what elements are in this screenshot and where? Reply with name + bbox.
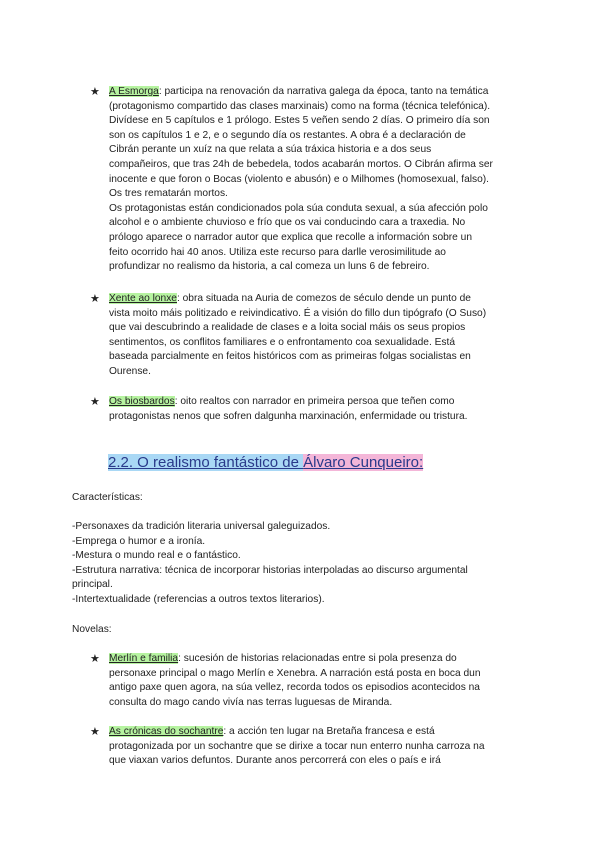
- list-item-os-biosbardos: ★ Os biosbardos: oito realtos con narrador en primeira persoa que teñen como protagonistas nenos que sofren dalgunha marxinación, enfermidade ou tristura.: [90, 396, 468, 422]
- star-bullet-icon: ★: [90, 726, 100, 738]
- work-title: Xente ao lonxe: [109, 293, 177, 304]
- section-heading: 2.2. O realismo fantástico de Álvaro Cunqueiro:: [108, 454, 424, 471]
- work-title: As crónicas do sochantre: [109, 726, 224, 737]
- star-bullet-icon: ★: [90, 86, 100, 98]
- novels-label: Novelas:: [72, 624, 112, 635]
- characteristics-label: Características:: [72, 492, 143, 503]
- list-item-a-esmorga: ★ A Esmorga: participa na renovación da narrativa galega da época, tanto na temática (protagonismo compartido das clases marxinais) como na forma (técnica telefónica). Divídese en 5 capítulos e 1 prólogo. Estes 5 veñen sendo 2 días. O primeiro día son son os capítulos 1 e 2, e o segundo día os restantes. A obra é a declaración de Cibrán perante un xuíz na que relata a súa tráxica historia e a dos seus compañeiros, que tras 24h de bebedela, todos acabarán mortos. O Cibrán afirma ser inocente e que foron o Bocas (violento e abusón) e o Milhomes (homosexual, falso). Os tres rematarán mortos. Os protagonistas están condicionados pola súa conduta sexual, a súa afección polo alcohol e o ambiente chuvioso e frío que os vai conducindo cara a traxedia. No prólogo aparece o narrador autor que explica que recolle a información sobre un feito ocorrido hai 40 anos. Utiliza este recurso para darlle verosimilitude ao profundizar no realismo da historia, a cal comeza un luns 6 de febreiro.: [90, 86, 493, 273]
- list-item-as-cronicas-do-sochantre: ★ As crónicas do sochantre: a acción ten lugar na Bretaña francesa e está protagonizada por un sochantre que se dirixe a tocar nun enterro nunha carroza na que viaxan varios defuntos. Durante anos percorrerá con eles o país e irá: [90, 726, 485, 767]
- star-bullet-icon: ★: [90, 653, 100, 665]
- work-title: A Esmorga: [109, 86, 159, 97]
- work-title: Merlín e familia: [109, 653, 179, 664]
- star-bullet-icon: ★: [90, 293, 100, 305]
- characteristics-list: -Personaxes da tradición literaria universal galeguizados. -Emprega o humor e a ironía. -Mestura o mundo real e o fantástico. -Estrutura narrativa: técnica de incorporar historias interpoladas ao discurso argumental principal. -Intertextualidade (referencias a outros textos literarios).: [72, 521, 468, 605]
- list-item-xente-ao-lonxe: ★ Xente ao lonxe: obra situada na Auria de comezos de século dende un punto de vista moito máis politizado e reivindicativo. É a visión do fillo dun tipógrafo (O Suso) que vai descubrindo a realidade de clases e a loita social máis os seus propios sentimentos, os conflitos familiares e o enfrontamento coa sexualidade. Está baseada parcialmente en feitos históricos com as primeiras folgas socialistas en Ourense.: [90, 293, 487, 377]
- list-item-merlin-e-familia: ★ Merlín e familia: sucesión de historias relacionadas entre si pola presenza do personaxe principal o mago Merlín e Xenebra. A narración está posta en boca dun antigo paxe quen agora, na súa vellez, recorda todos os episodios acontecidos na consulta do mago cando vivía nas terras luguesas de Miranda.: [90, 653, 481, 708]
- work-title: Os biosbardos: [109, 396, 175, 407]
- star-bullet-icon: ★: [90, 396, 100, 408]
